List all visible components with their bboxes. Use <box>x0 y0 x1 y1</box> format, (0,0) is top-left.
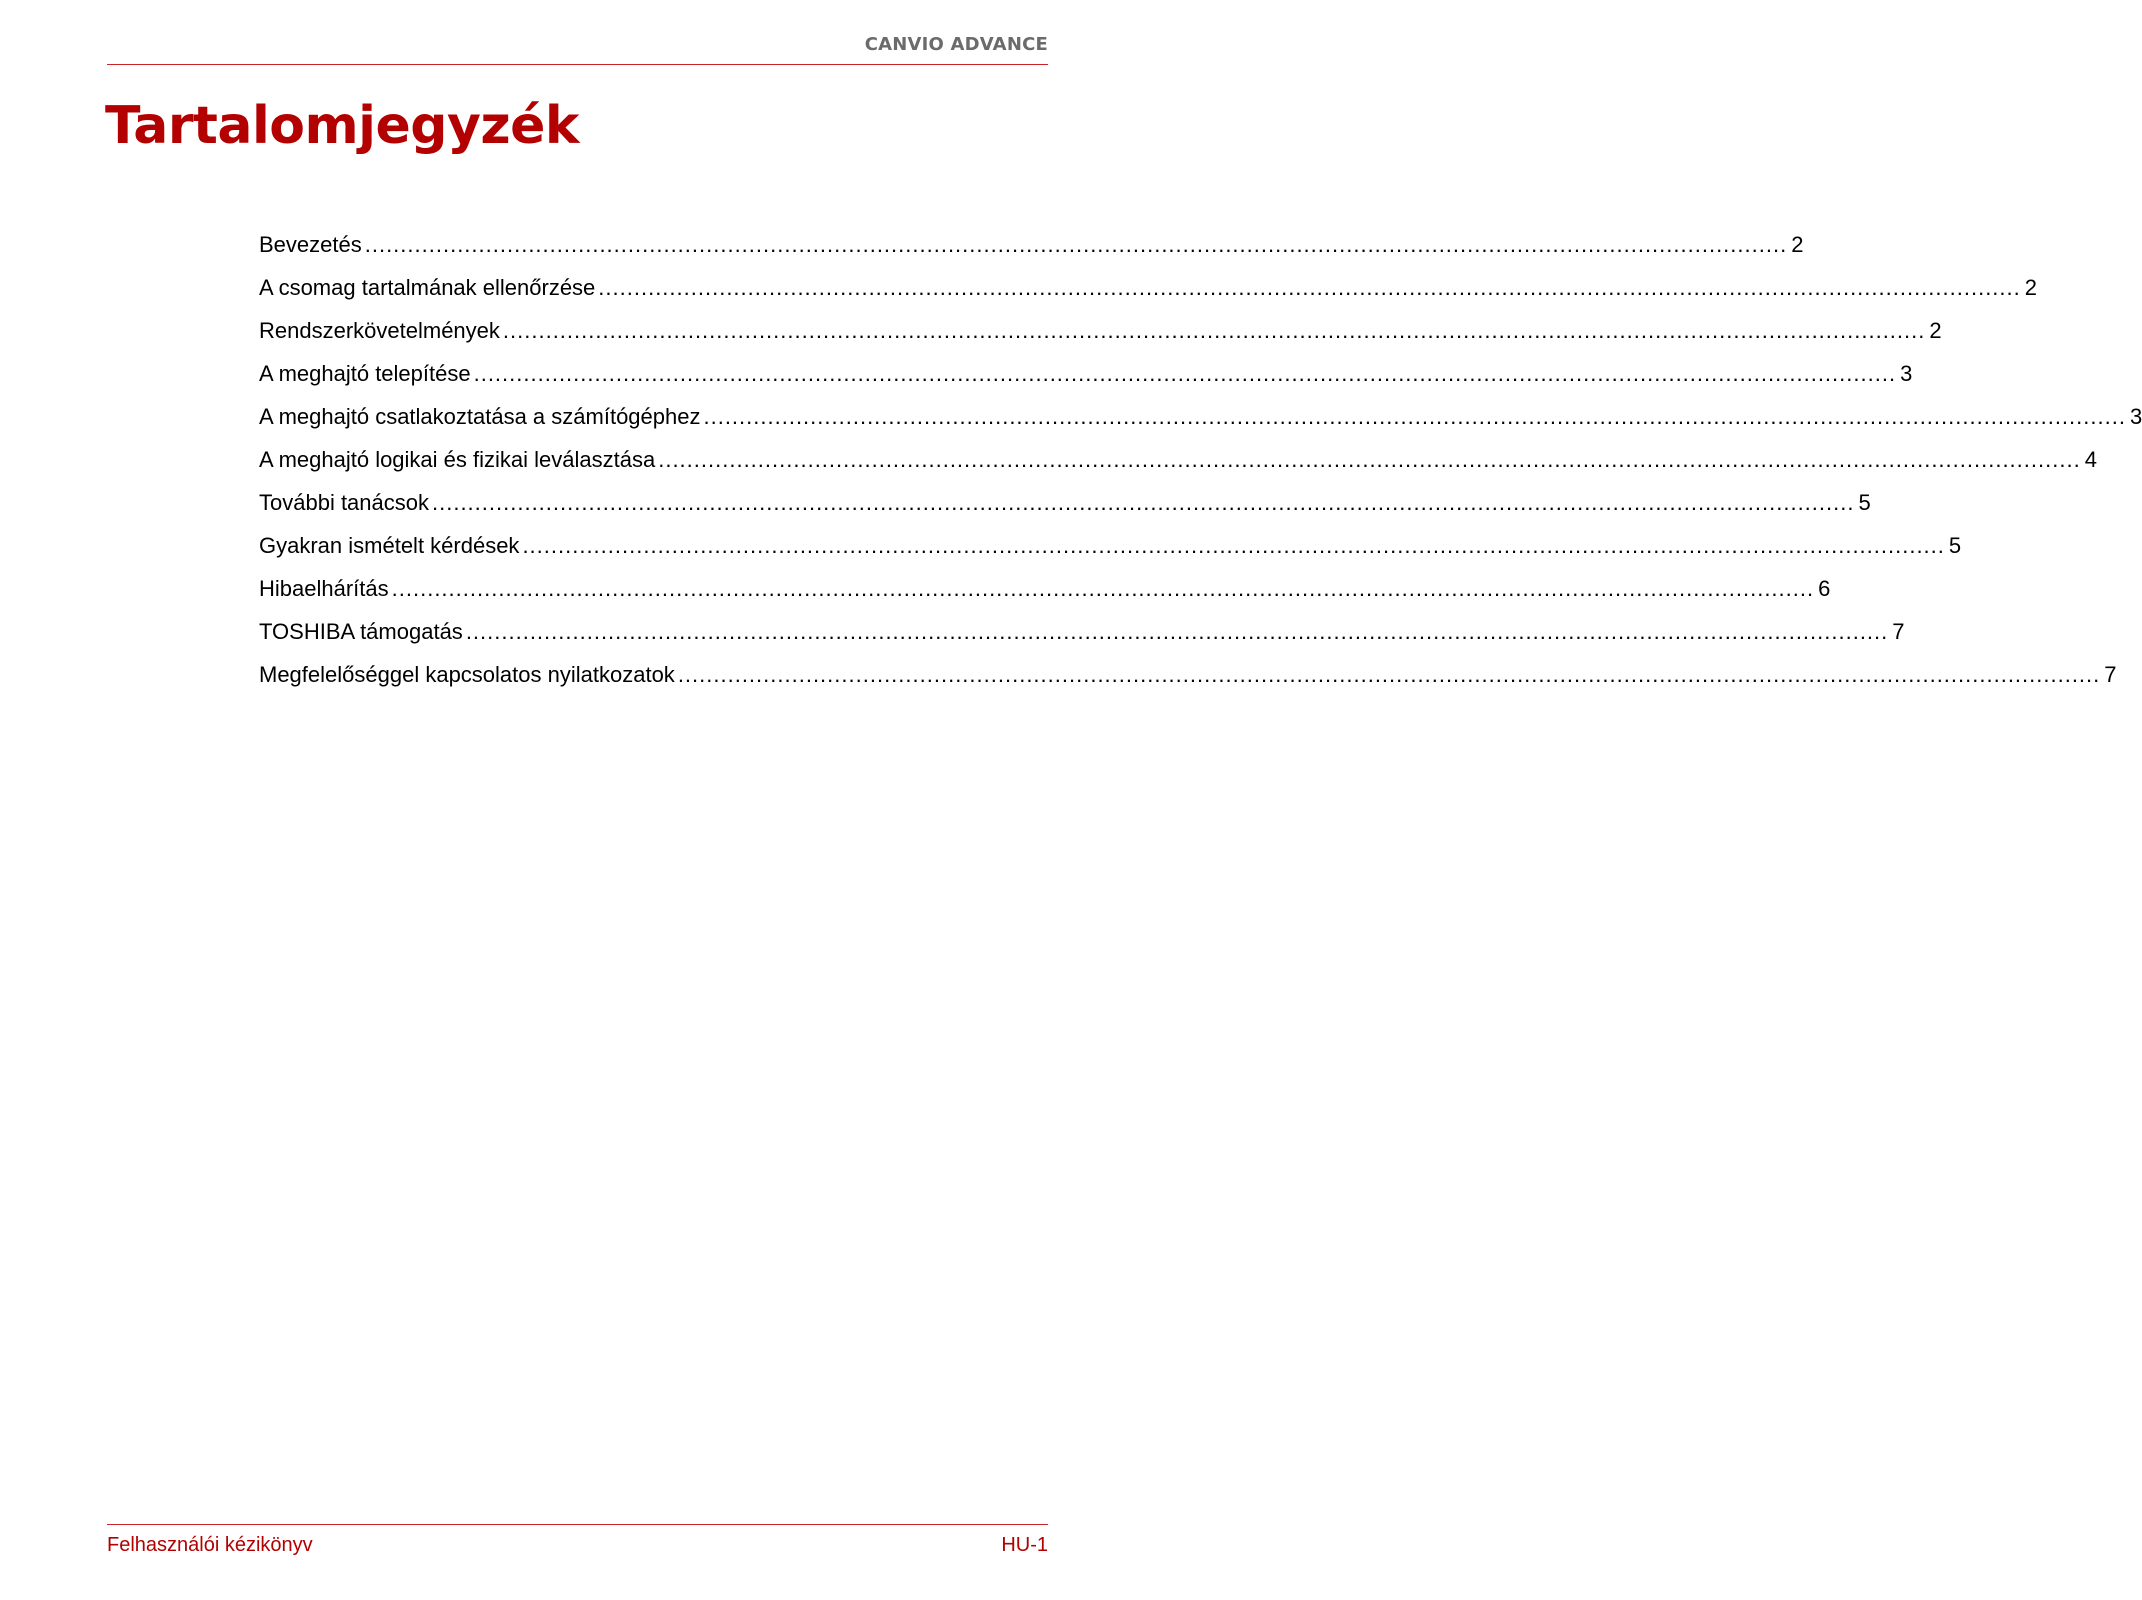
dot-leader: ........................................................................................................................................................................................................ <box>432 490 1855 515</box>
dot-leader: ........................................................................................................................................................................................................ <box>522 533 1945 558</box>
toc-entry-page: 7 <box>2104 662 2117 687</box>
dot-leader: ........................................................................................................................................................................................................ <box>598 275 2021 300</box>
header-divider <box>107 64 1048 65</box>
dot-leader: ........................................................................................................................................................................................................ <box>502 318 1926 343</box>
page-title: Tartalomjegyzék <box>105 96 580 156</box>
dot-leader: ........................................................................................................................................................................................................ <box>391 576 1815 601</box>
dot-leader: ........................................................................................................................................................................................................ <box>465 619 1889 644</box>
toc-entry[interactable] <box>259 619 1905 662</box>
toc-entry-label: Bevezetés <box>259 232 362 257</box>
footer-divider <box>107 1524 1048 1525</box>
toc-entry[interactable] <box>259 275 2038 318</box>
footer-manual-title: Felhasználói kézikönyv <box>107 1534 313 1556</box>
toc-entry-page: 5 <box>1948 533 1962 558</box>
dot-leader: ........................................................................................................................................................................................................ <box>473 361 1897 386</box>
toc-entry-label: Hibaelhárítás <box>259 576 389 601</box>
toc-entry[interactable] <box>259 490 1871 533</box>
dot-leader: ........................................................................................................................................................................................................ <box>677 662 2101 687</box>
toc-entry-label: Gyakran ismételt kérdések <box>259 533 520 558</box>
toc-entry-page: 4 <box>2084 447 2097 472</box>
toc-entry-label: További tanácsok <box>259 490 429 515</box>
footer-page-number: HU-1 <box>1001 1534 1048 1556</box>
toc-entry-page: 2 <box>1929 318 1942 343</box>
toc-entry-page: 3 <box>1900 361 1913 386</box>
toc-entry-label: A meghajtó csatlakoztatása a számítógéphez <box>259 404 701 429</box>
toc-entry[interactable] <box>259 662 2117 705</box>
toc-entry-page: 6 <box>1818 576 1831 601</box>
toc-entry-label: A meghajtó telepítése <box>259 361 471 386</box>
toc-entry-label: A csomag tartalmának ellenőrzése <box>259 275 596 300</box>
toc-entry[interactable] <box>259 232 1804 275</box>
dot-leader: ........................................................................................................................................................................................................ <box>703 404 2126 429</box>
toc-entry[interactable] <box>259 318 1942 361</box>
toc-entry[interactable] <box>259 576 1831 619</box>
header-brand: CANVIO ADVANCE <box>864 34 1048 55</box>
toc-entry[interactable] <box>259 533 1962 576</box>
dot-leader: ........................................................................................................................................................................................................ <box>364 232 1788 257</box>
toc-entry-label: A meghajtó logikai és fizikai leválasztása <box>259 447 656 472</box>
toc-entry-label: Megfelelőséggel kapcsolatos nyilatkozatok <box>259 662 675 687</box>
toc-entry-page: 3 <box>2129 404 2142 429</box>
toc-entry[interactable] <box>259 447 2097 490</box>
toc-entry-page: 2 <box>2024 275 2038 300</box>
toc-entry-page: 7 <box>1892 619 1905 644</box>
toc-entry-page: 5 <box>1858 490 1871 515</box>
toc-entry[interactable] <box>259 361 1913 404</box>
toc-entry-label: Rendszerkövetelmények <box>259 318 500 343</box>
toc-entry-label: TOSHIBA támogatás <box>259 619 463 644</box>
toc-entry[interactable] <box>259 404 2142 447</box>
table-of-contents <box>259 232 2142 705</box>
dot-leader: ........................................................................................................................................................................................................ <box>658 447 2081 472</box>
toc-entry-page: 2 <box>1791 232 1804 257</box>
